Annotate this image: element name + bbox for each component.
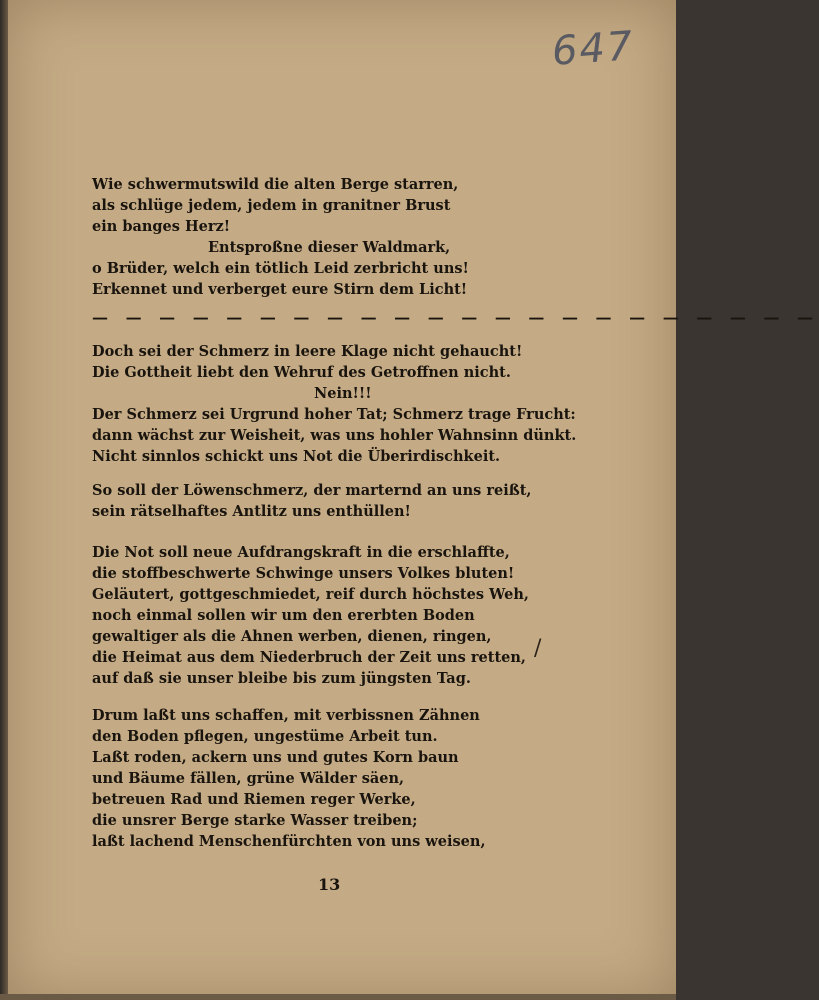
pencil-mark: / <box>534 636 542 661</box>
verse-line: Die Gottheit liebt den Wehruf des Getroffnen nicht. <box>92 364 511 381</box>
stanza-1 <box>92 174 562 300</box>
verse-line: Doch sei der Schmerz in leere Klage nicht gehaucht! <box>92 343 523 360</box>
verse-line: Der Schmerz sei Urgrund hoher Tat; Schmerz trage Frucht: <box>92 406 576 423</box>
verse-line: noch einmal sollen wir um den ererbten Boden <box>92 607 475 624</box>
page-edge <box>0 994 676 1000</box>
stanza-5 <box>92 705 562 852</box>
verse-line: Wie schwermutswild die alten Berge starren, <box>92 176 459 193</box>
verse-line: betreuen Rad und Riemen reger Werke, <box>92 791 416 808</box>
verse-line: o Brüder, welch ein tötlich Leid zerbricht uns! <box>92 260 469 277</box>
verse-line: auf daß sie unser bleibe bis zum jüngsten Tag. <box>92 670 471 687</box>
verse-line: den Boden pflegen, ungestüme Arbeit tun. <box>92 728 438 745</box>
verse-line: Entsproßne dieser Waldmark, <box>208 239 451 256</box>
page-number: 13 <box>318 875 341 894</box>
stanza-2 <box>92 341 577 467</box>
verse-line: gewaltiger als die Ahnen werben, dienen, ringen, <box>92 628 492 645</box>
verse-line: die unsrer Berge starke Wasser treiben; <box>92 812 418 829</box>
verse-line: Geläutert, gottgeschmiedet, reif durch höchstes Weh, <box>92 586 529 603</box>
verse-line: laßt lachend Menschenfürchten von uns weisen, <box>92 833 486 850</box>
verse-line: So soll der Löwenschmerz, der marternd an uns reißt, <box>92 482 532 499</box>
verse-line: Drum laßt uns schaffen, mit verbissnen Zähnen <box>92 707 480 724</box>
stanza-3 <box>92 480 562 522</box>
verse-line: Nicht sinnlos schickt uns Not die Überirdischkeit. <box>92 448 501 465</box>
section-separator: — — — — — — — — — — — — — — — — — — — — — — <box>92 308 819 327</box>
stanza-4 <box>92 542 562 689</box>
verse-line: Laßt roden, ackern uns und gutes Korn baun <box>92 749 459 766</box>
verse-line: die Heimat aus dem Niederbruch der Zeit uns retten, <box>92 649 526 666</box>
verse-line: Erkennet und verberget eure Stirn dem Licht! <box>92 281 468 298</box>
verse-line: und Bäume fällen, grüne Wälder säen, <box>92 770 405 787</box>
verse-line: Nein!!! <box>314 385 372 402</box>
verse-line: als schlüge jedem, jedem in granitner Brust <box>92 197 451 214</box>
verse-line: ein banges Herz! <box>92 218 231 235</box>
verse-line: die stoffbeschwerte Schwinge unsers Volkes bluten! <box>92 565 515 582</box>
verse-line: sein rätselhaftes Antlitz uns enthüllen! <box>92 503 411 520</box>
verse-line: Die Not soll neue Aufdrangskraft in die erschlaffte, <box>92 544 510 561</box>
verse-line: dann wächst zur Weisheit, was uns hohler Wahnsinn dünkt. <box>92 427 577 444</box>
archive-number: 647 <box>550 23 636 75</box>
book-spine <box>0 0 8 1000</box>
